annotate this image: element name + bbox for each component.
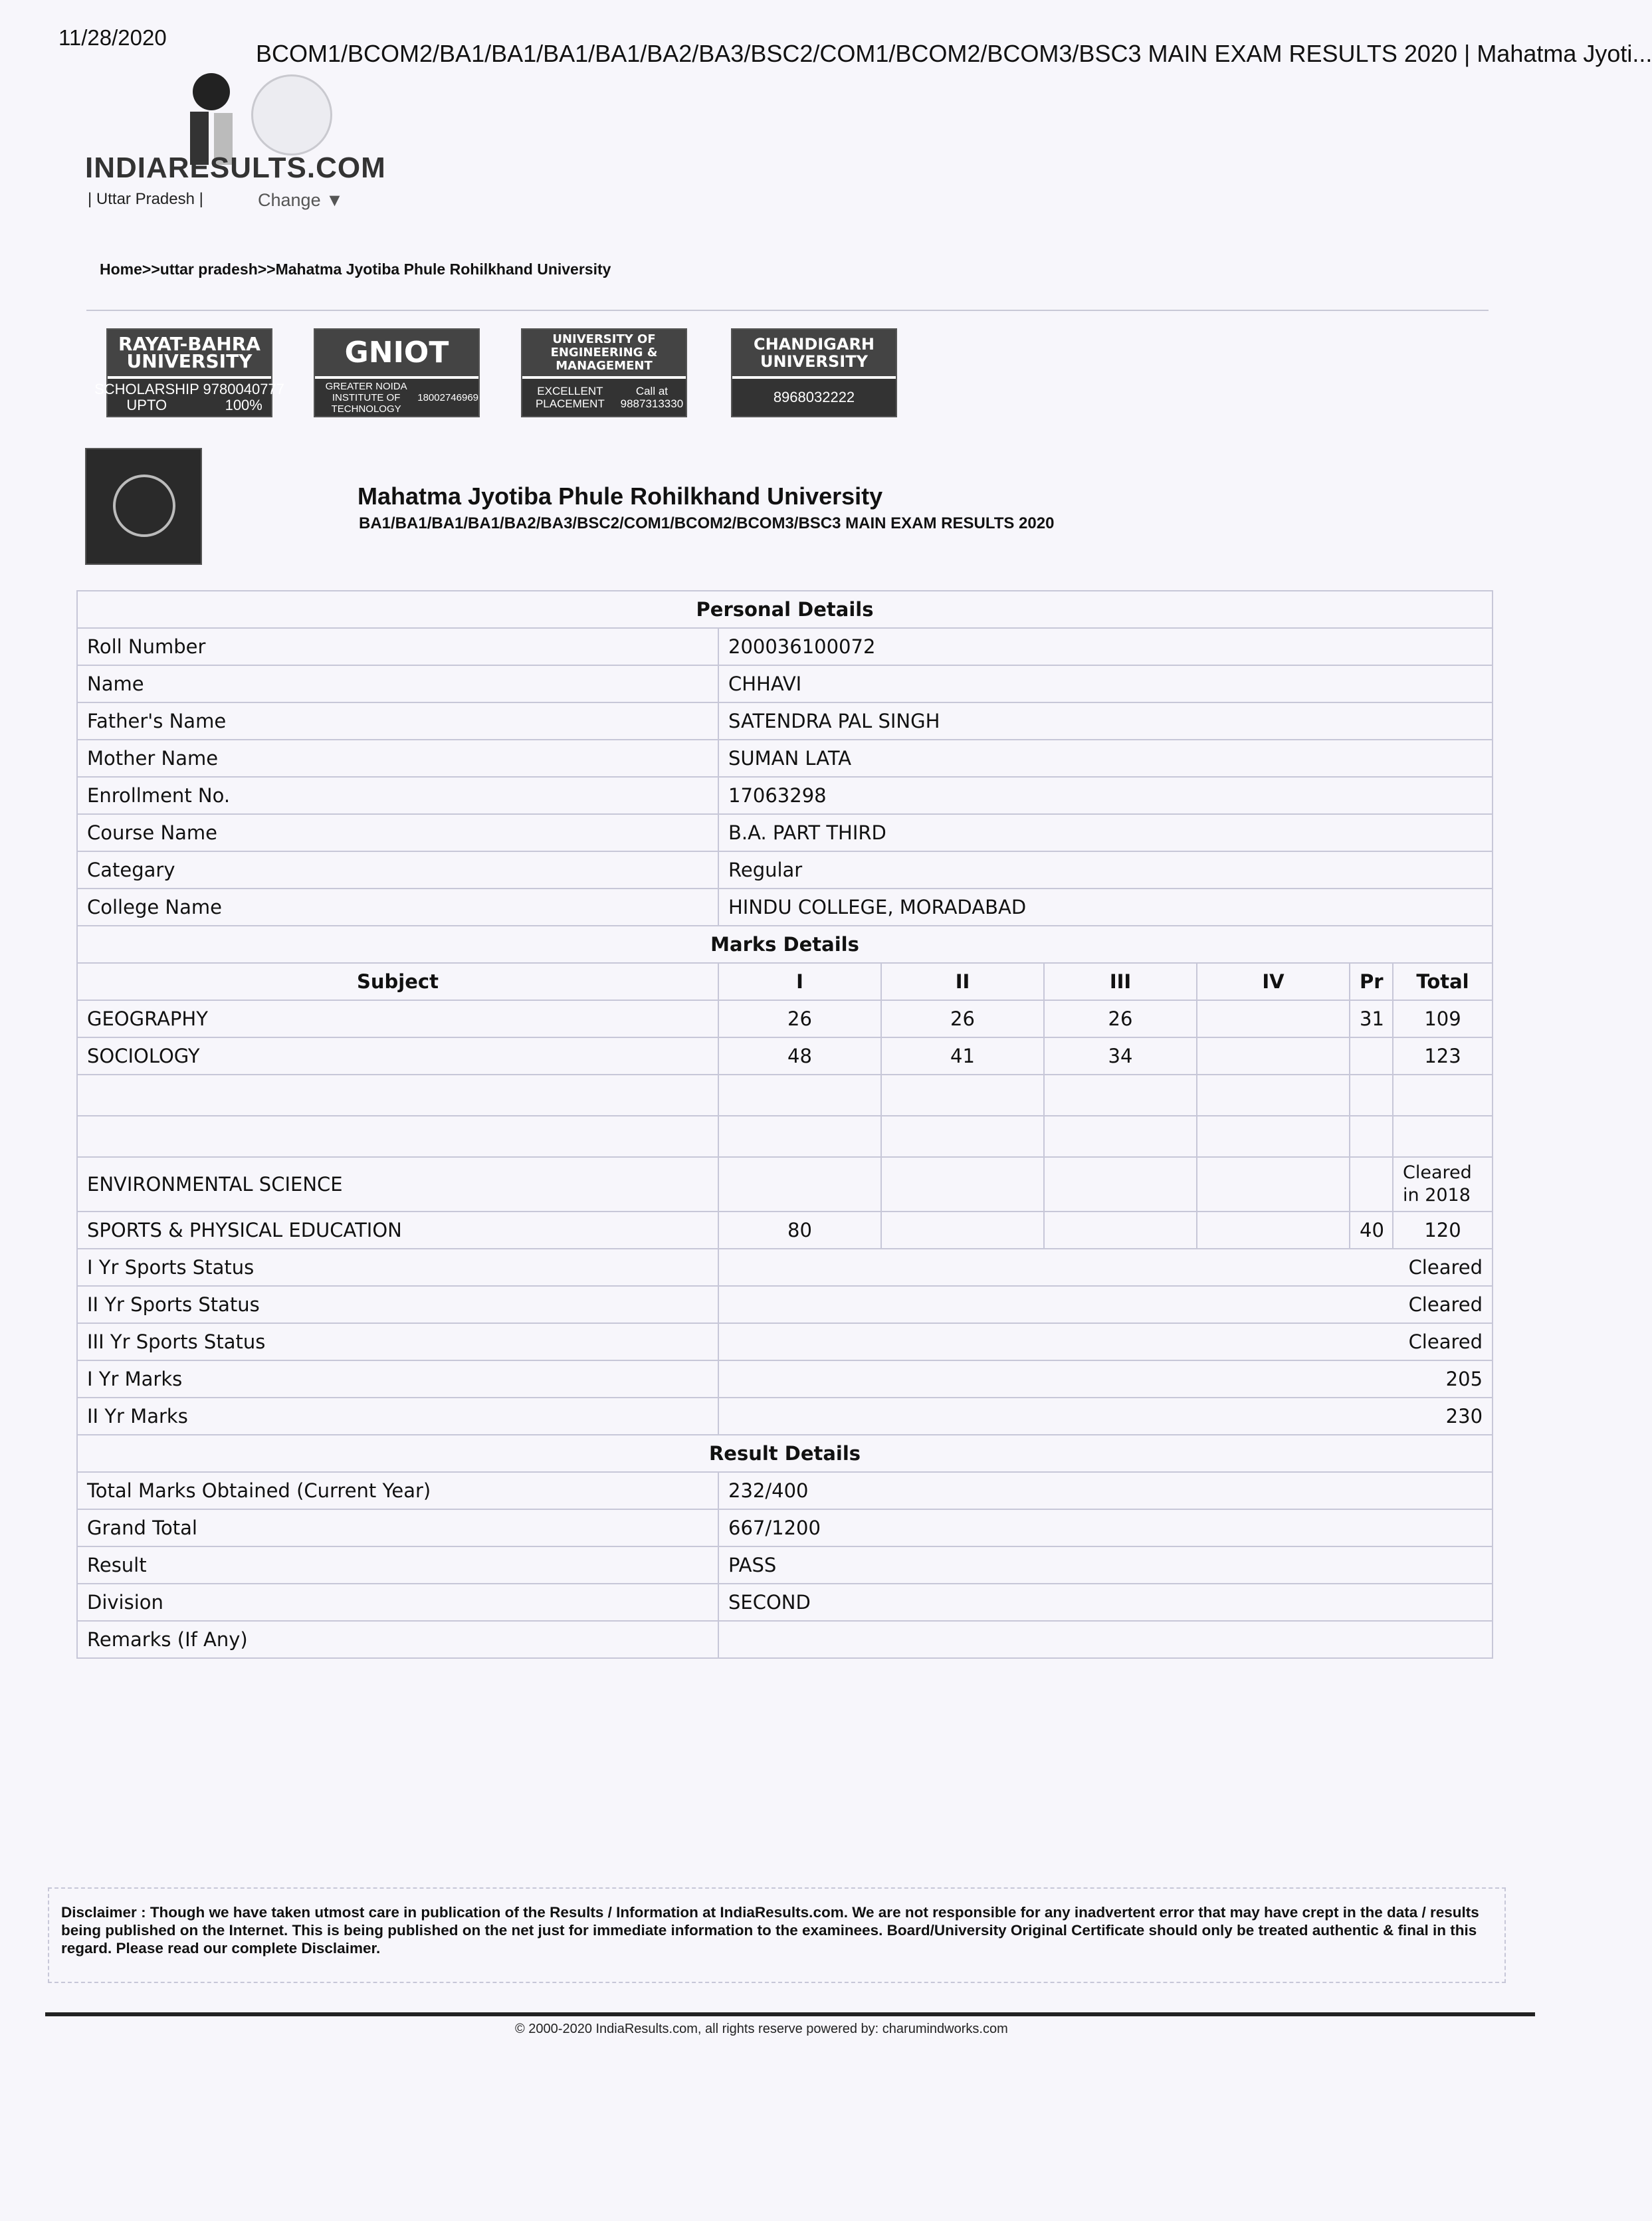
personal-details-heading: Personal Details bbox=[77, 591, 1493, 628]
table-row: Remarks (If Any) bbox=[77, 1621, 1493, 1658]
breadcrumb[interactable]: Home>>uttar pradesh>>Mahatma Jyotiba Phule Rohilkhand University bbox=[100, 261, 611, 278]
print-date: 11/28/2020 bbox=[58, 25, 167, 50]
ad-banner-gniot[interactable]: GNIOT GREATER NOIDA INSTITUTE OF TECHNOLOGY 18002746969 bbox=[314, 328, 480, 417]
table-row: GEOGRAPHY 26 26 26 31 109 bbox=[77, 1000, 1493, 1037]
ad-banner-rayat-bahra[interactable]: RAYAT-BAHRA UNIVERSITY SCHOLARSHIP UPTO 9780040777 100% bbox=[106, 328, 272, 417]
table-row: College Name HINDU COLLEGE, MORADABAD bbox=[77, 889, 1493, 926]
table-row: SOCIOLOGY 48 41 34 123 bbox=[77, 1037, 1493, 1075]
total-marks-value: 232/400 bbox=[718, 1472, 1493, 1509]
table-row: I Yr Marks 205 bbox=[77, 1360, 1493, 1398]
footer-divider bbox=[45, 2012, 1535, 2016]
table-row: Result PASS bbox=[77, 1546, 1493, 1584]
disclaimer-text[interactable]: Disclaimer : Though we have taken utmost care in publication of the Results / Information at IndiaResults.com. We are not responsible for any inadvertent error that may have crept in the data / results being published on the Internet. This is being published on the net just for immediate information to the examinees. Board/University Original Certificate should only be treated authentic & final in this regard. Please read our complete Disclaimer. bbox=[61, 1904, 1479, 1957]
table-row bbox=[77, 1116, 1493, 1157]
table-row: II Yr Sports Status Cleared bbox=[77, 1286, 1493, 1323]
result-table bbox=[76, 590, 1492, 1659]
grand-total-value: 667/1200 bbox=[718, 1509, 1493, 1546]
marks-header-row: Subject I II III IV Pr Total bbox=[77, 963, 1493, 1000]
table-row: Father's Name SATENDRA PAL SINGH bbox=[77, 702, 1493, 740]
exam-name: BA1/BA1/BA1/BA1/BA2/BA3/BSC2/COM1/BCOM2/BCOM3/BSC3 MAIN EXAM RESULTS 2020 bbox=[359, 514, 1055, 532]
table-row: Course Name B.A. PART THIRD bbox=[77, 814, 1493, 851]
table-row: Mother Name SUMAN LATA bbox=[77, 740, 1493, 777]
enrollment-value: 17063298 bbox=[718, 777, 1493, 814]
change-state-link[interactable]: Change ▼ bbox=[258, 190, 344, 210]
copyright-text: © 2000-2020 IndiaResults.com, all rights reserve powered by: charumindworks.com bbox=[515, 2022, 1008, 2036]
marks-details-heading: Marks Details bbox=[77, 926, 1493, 963]
category-value: Regular bbox=[718, 851, 1493, 889]
table-row: I Yr Sports Status Cleared bbox=[77, 1249, 1493, 1286]
table-row: Division SECOND bbox=[77, 1584, 1493, 1621]
remarks-value bbox=[718, 1621, 1493, 1658]
header-divider bbox=[86, 310, 1489, 311]
env-science-status: Cleared in 2018 bbox=[1393, 1157, 1493, 1212]
table-row: ENVIRONMENTAL SCIENCE Cleared in 2018 bbox=[77, 1157, 1493, 1212]
table-row: Enrollment No. 17063298 bbox=[77, 777, 1493, 814]
print-page-title: BCOM1/BCOM2/BA1/BA1/BA1/BA1/BA2/BA3/BSC2/COM1/BCOM2/BCOM3/BSC3 MAIN EXAM RESULTS 2020 | Mahatma Jyoti... bbox=[256, 40, 1652, 67]
roll-number-value: 200036100072 bbox=[718, 628, 1493, 665]
university-name: Mahatma Jyotiba Phule Rohilkhand University bbox=[358, 482, 883, 510]
ad-banner-chandigarh[interactable]: CHANDIGARH UNIVERSITY 8968032222 bbox=[731, 328, 897, 417]
course-value: B.A. PART THIRD bbox=[718, 814, 1493, 851]
table-row: Categary Regular bbox=[77, 851, 1493, 889]
name-value: CHHAVI bbox=[718, 665, 1493, 702]
logo-text: INDIARESULTS.COM bbox=[85, 152, 386, 184]
division-value: SECOND bbox=[718, 1584, 1493, 1621]
university-seal-image bbox=[85, 448, 202, 565]
table-row: Grand Total 667/1200 bbox=[77, 1509, 1493, 1546]
table-row: SPORTS & PHYSICAL EDUCATION 80 40 120 bbox=[77, 1212, 1493, 1249]
mother-name-value: SUMAN LATA bbox=[718, 740, 1493, 777]
result-value: PASS bbox=[718, 1546, 1493, 1584]
state-map-icon bbox=[251, 74, 332, 156]
father-name-value: SATENDRA PAL SINGH bbox=[718, 702, 1493, 740]
result-details-heading: Result Details bbox=[77, 1435, 1493, 1472]
table-row: Total Marks Obtained (Current Year) 232/400 bbox=[77, 1472, 1493, 1509]
table-row: Roll Number 200036100072 bbox=[77, 628, 1493, 665]
table-row: III Yr Sports Status Cleared bbox=[77, 1323, 1493, 1360]
table-row bbox=[77, 1075, 1493, 1116]
ad-banner-uem[interactable]: UNIVERSITY OF ENGINEERING & MANAGEMENT EXCELLENT PLACEMENT Call at 9887313330 bbox=[521, 328, 687, 417]
table-row: Name CHHAVI bbox=[77, 665, 1493, 702]
state-label: | Uttar Pradesh | bbox=[88, 190, 203, 208]
college-value: HINDU COLLEGE, MORADABAD bbox=[718, 889, 1493, 926]
table-row: II Yr Marks 230 bbox=[77, 1398, 1493, 1435]
